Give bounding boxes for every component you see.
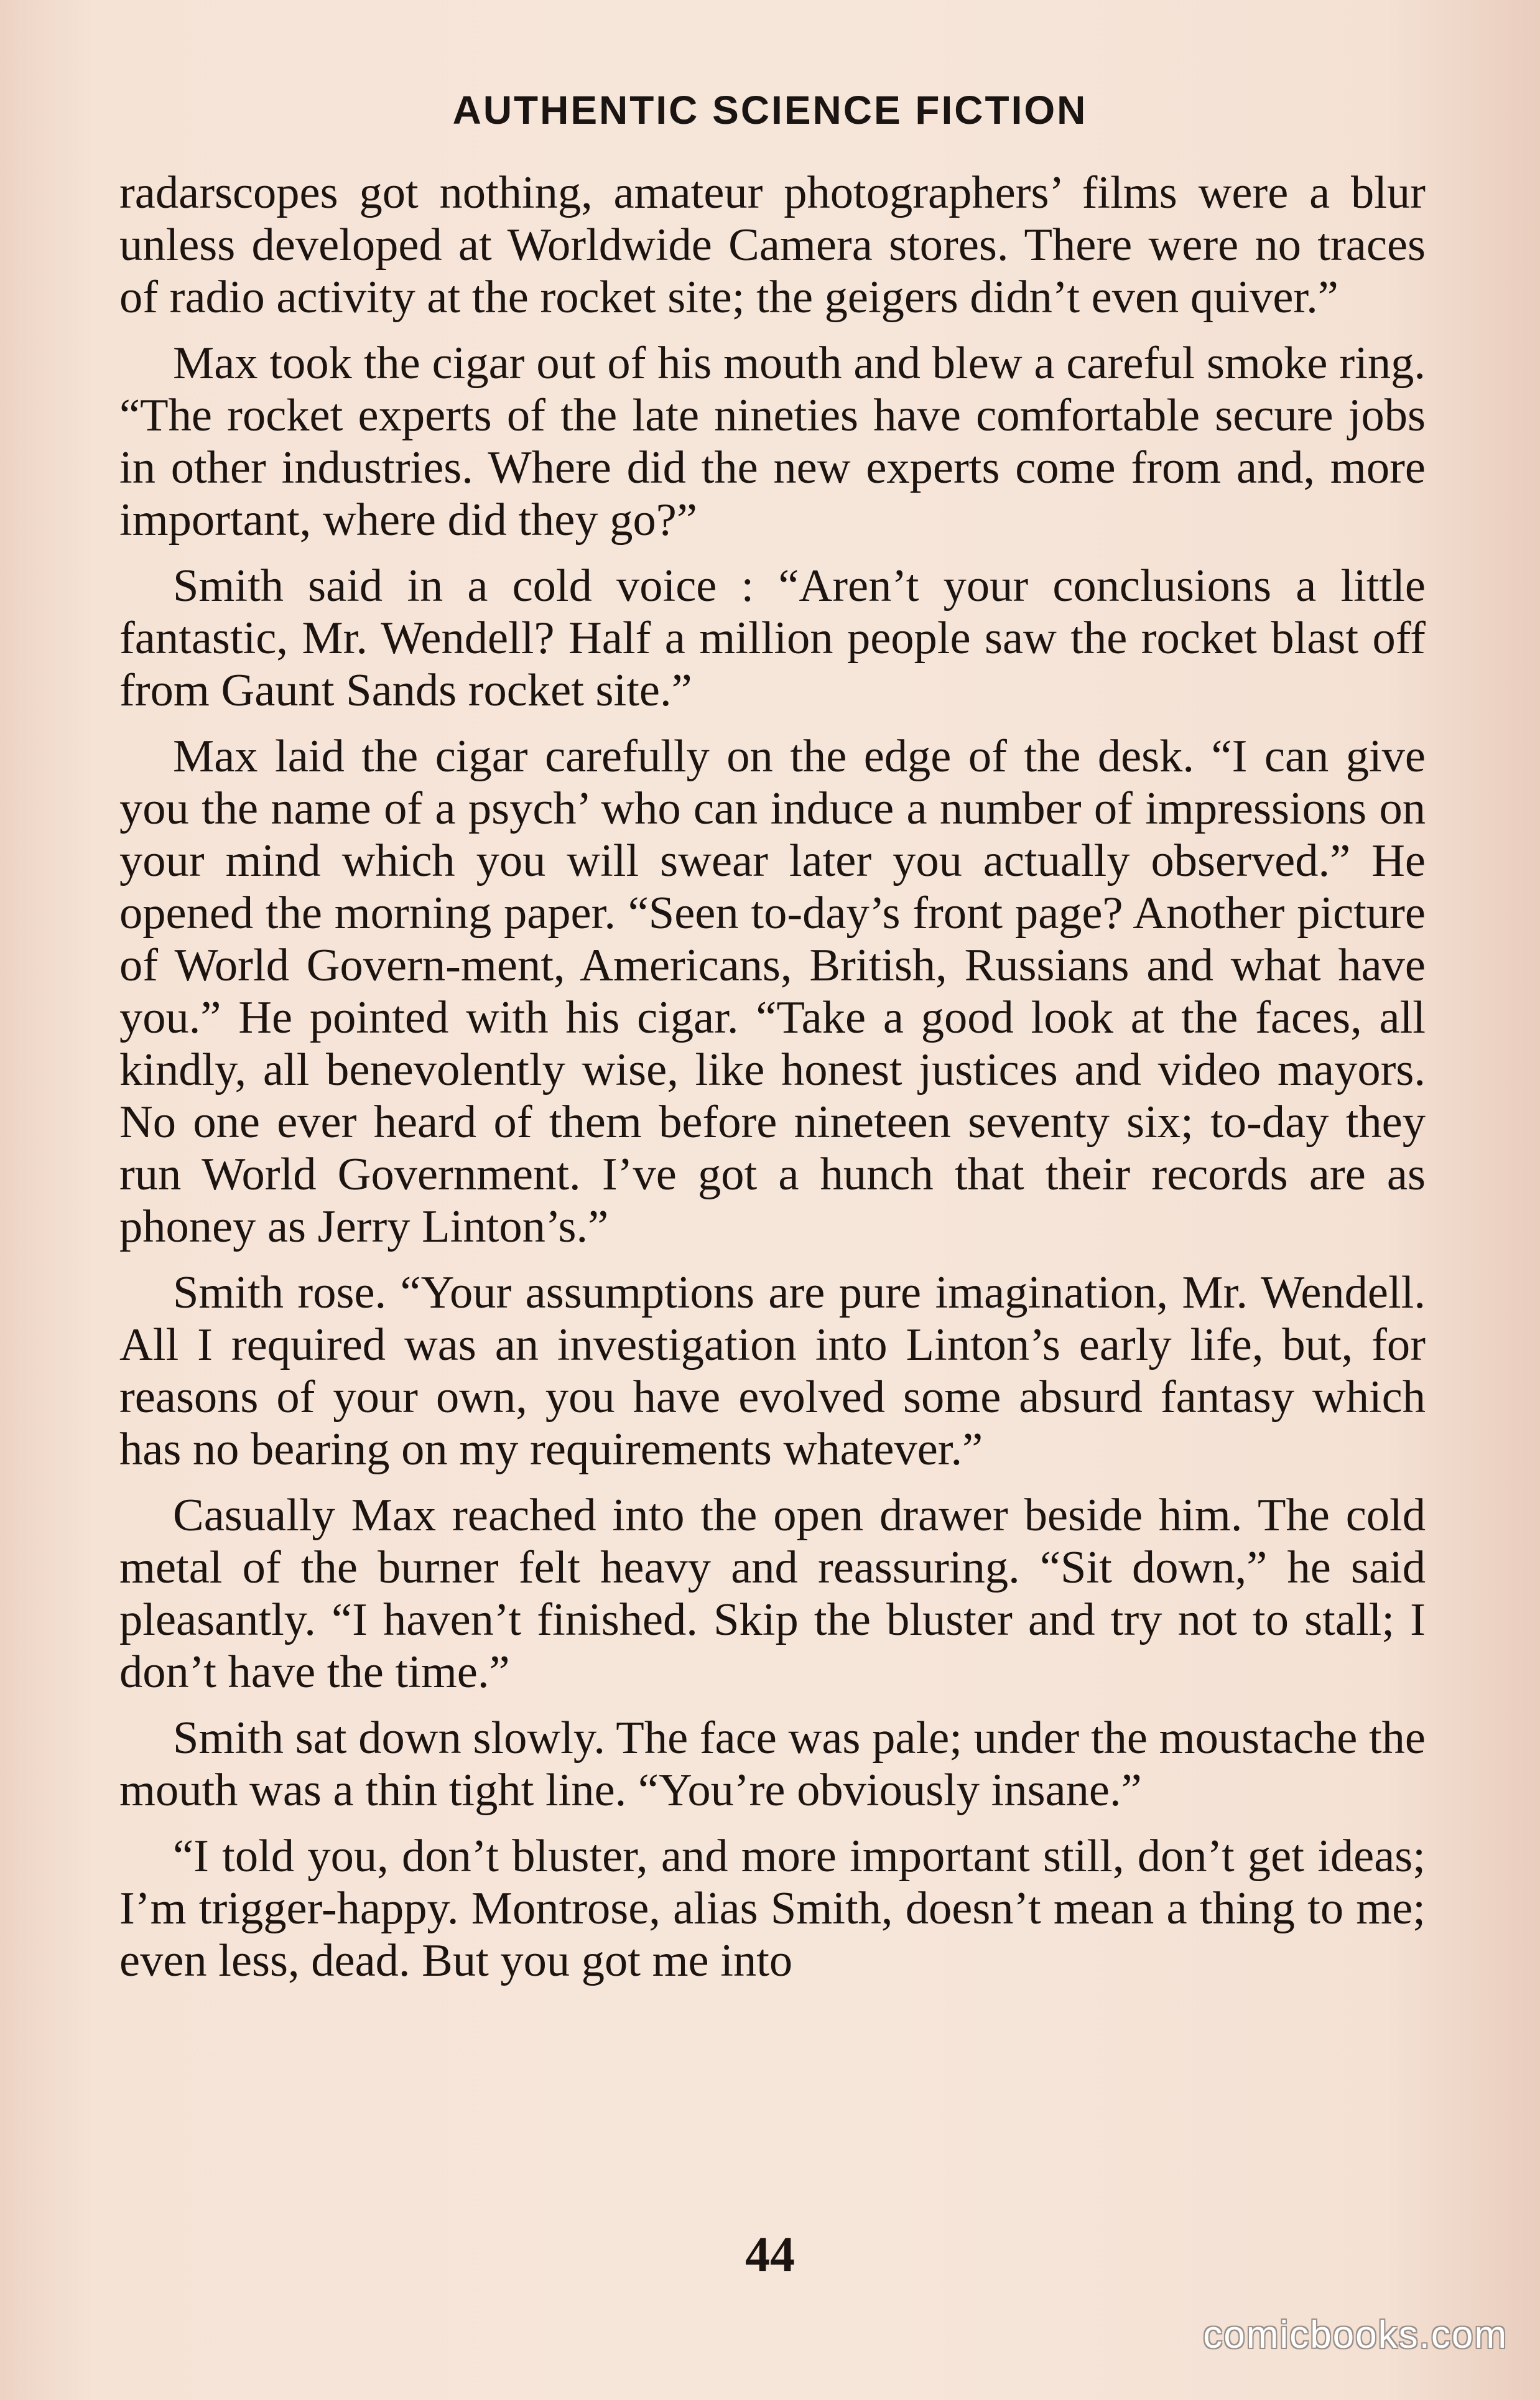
paragraph: Max laid the cigar carefully on the edge of the desk. “I can give you the name of a psych’ who can induce a number of impressions on your mind which you will swear later you actually observed.” He opened the morning paper. “Seen to-day’s front page? Another picture of World Govern-ment, Americans, British, Russians and what have you.” He pointed with his cigar. “Take a good look at the faces, all kindly, all benevolently wise, like honest justices and video mayors. No one ever heard of them before nineteen seventy six; to-day they run World Government. I’ve got a hunch that their records are as phoney as Jerry Linton’s.” (119, 731, 1426, 1252)
page-number: 44 (745, 2228, 795, 2282)
watermark: comicbooks.com (1203, 2314, 1508, 2356)
paragraph: Smith rose. “Your assumptions are pure imagination, Mr. Wendell. All I required was an investigation into Linton’s early life, but, for reasons of your own, you have evolved some absurd fantasy which has no bearing on my requirements whatever.” (119, 1267, 1426, 1475)
paragraph: radarscopes got nothing, amateur photographers’ films were a blur unless developed at Worldwide Camera stores. There were no traces of radio activity at the rocket site; the geigers didn’t even quiver.” (119, 167, 1426, 323)
paragraph: “I told you, don’t bluster, and more important still, don’t get ideas; I’m trigger-happy. Montrose, alias Smith, doesn’t mean a thing to me; even less, dead. But you got me into (119, 1831, 1426, 1986)
paragraph: Smith said in a cold voice : “Aren’t your conclusions a little fantastic, Mr. Wendell? Half a million people saw the rocket blast off from Gaunt Sands rocket site.” (119, 560, 1426, 716)
paragraph: Casually Max reached into the open drawer beside him. The cold metal of the burner felt heavy and reassuring. “Sit down,” he said pleasantly. “I haven’t finished. Skip the bluster and try not to stall; I don’t have the time.” (119, 1490, 1426, 1698)
paragraph: Smith sat down slowly. The face was pale; under the moustache the mouth was a thin tight line. “You’re obviously insane.” (119, 1713, 1426, 1816)
body-text (119, 167, 1426, 2001)
running-header: AUTHENTIC SCIENCE FICTION (452, 88, 1088, 133)
paragraph: Max took the cigar out of his mouth and blew a careful smoke ring. “The rocket experts of the late nineties have comfortable secure jobs in other industries. Where did the new experts come from and, more important, where did they go?” (119, 338, 1426, 546)
